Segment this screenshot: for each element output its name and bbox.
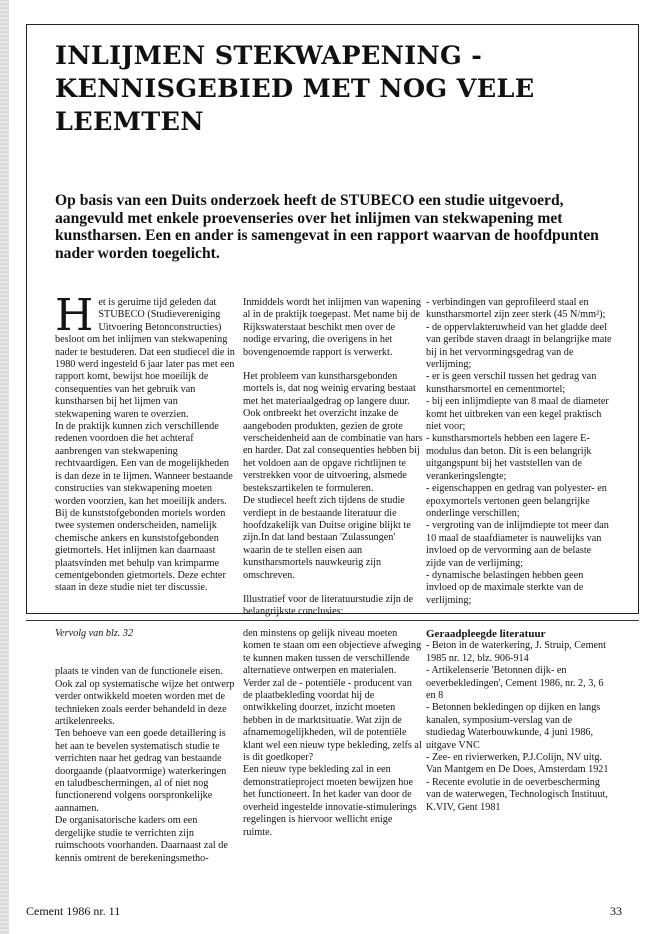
conclusion-item: - de oppervlakteruwheid van het gladde deel van geribde staven draagt in belangrijke mate bij in het vervormingsgedrag van de verlijming; <box>426 321 612 371</box>
literature-item: - Beton in de waterkering, J. Struip, Cement 1985 nr. 12, blz. 906-914 <box>426 640 606 664</box>
conclusion-item: - eigenschappen en gedrag van polyester- en epoxymortels vertonen geen belangrijke onderlinge verschillen; <box>426 483 607 519</box>
conclusion-item: - kunstharsmortels hebben een lagere E-modulus dan beton. Dit is een belangrijk uitgangspunt bij het vaststellen van de verankeringslengte; <box>426 433 592 482</box>
drop-cap: H <box>55 290 94 341</box>
literature-item: - Recente evolutie in de oeverbescherming van de waterwegen, Technologisch Instituut, K.VIV, Gent 1981 <box>426 776 608 813</box>
continued-from-label: Vervolg van blz. 32 <box>55 628 134 639</box>
conclusion-item: - dynamische belastingen hebben geen invloed op de maximale sterkte van de verlijming; <box>426 569 584 606</box>
conclusion-item: - er is geen verschil tussen het gedrag van kunstharsmortel en cementmortel; <box>426 371 597 395</box>
article-paragraph: Het probleem van kunstharsgebonden mortels is, dat nog weinig ervaring bestaat met het materiaalgedrag op langere duur. Ook ontbreekt het overzicht inzake de aangeboden produkten, gezien de grote verscheidenheid aan de combinatie van hars en harder. Dat zal consequenties hebben bij het voldoen aan de opgave richtlijnen te verstrekken voor de uitvoering, alsmede bestekszartikelen te formuleren. <box>243 371 423 494</box>
conclusion-item: - verbindingen van geprofileerd staal en kunstharsmortel zijn zeer sterk (45 N/mm²); <box>426 297 606 321</box>
conclusion-item: - vergroting van de inlijmdiepte tot meer dan 10 maal de staafdiameter is nauwelijks van invloed op de vervorming aan de belaste zijde van de verlijming; <box>426 520 609 569</box>
article-column-3 <box>426 297 612 607</box>
article-paragraph: Het is geruime tijd geleden dat STUBECO (Studievereniging Uitvoering Betonconstructies) besloot om het inlijmen van stekwapening nader te bestuderen. Dat een studiecel die in 1980 werd ingesteld 6 jaar later pas met een rapport komt, bewijst hoe moeilijk de consequenties van het gebruik van kunstharsen bij het lijmen van stekwapening waren te overzien. <box>55 290 235 420</box>
continued-column-2 <box>243 628 423 839</box>
continued-paragraph: Ten behoeve van een goede detaillering is het aan te bevelen systematisch studie te verrichten naar het gedrag van bestaande doorgaande (plaatvormige) waterkeringen en taludbeschermingen, al of niet nog functionerend volgens oorspronkelijke aannamen. <box>55 728 227 814</box>
article-paragraph: Inmiddels wordt het inlijmen van wapening al in de praktijk toegepast. Met name bij de Rijkswaterstaat beschikt men over de nodige ervaring, die overigens in het bovengenoemde rapport is verwerkt. <box>243 297 421 358</box>
continued-paragraph: plaats te vinden van de functionele eisen. Ook zal op systematische wijze het ontwerp verder ontwikkeld moeten worden met de technieken zoals eerder behandeld in deze artikelenreeks. <box>55 666 235 728</box>
article-title: INLIJMEN STEKWAPENING - KENNISGEBIED MET NOG VELE LEEMTEN <box>55 41 535 137</box>
article-paragraph: In de praktijk kunnen zich verschillende redenen voordoen die het achteraf aanbrengen van stekwapening rechtvaardigen. Een van de mogelijkheden is dan deze in te lijmen. Wanneer bestaande constructies van stekwapening moeten worden voorzien, kan het moeilijk anders. <box>55 421 233 507</box>
literature-item: - Zee- en rivierwerken, P.J.Colijn, NV uitg. Van Mantgem en De Does, Amsterdam 1921 <box>426 752 609 776</box>
section-divider <box>26 620 639 621</box>
page-number: 33 <box>610 904 622 918</box>
continued-paragraph: De organisatorische kaders om een dergelijke studie te verrichten zijn ruimschoots voorhanden. Daarnaast zal de kennis omtrent de berekeningsmetho- <box>55 815 228 864</box>
continued-paragraph: Een nieuw type bekleding zal in een demonstratieproject moeten bewijzen hoe het functioneert. In het kader van door de overheid ingestelde innovatie-stimulerings regelingen is hiervoor wellicht enige ruimte. <box>243 764 417 838</box>
article-column-1 <box>55 290 235 595</box>
continued-column-1 <box>55 628 235 865</box>
article-paragraph: Bij de kunststofgebonden mortels worden twee systemen onderscheiden, namelijk chemische ankers en kunststofgebonden gietmortels. Het inlijmen kan daarnaast plaatsvinden met behulp van krimparme cementgebonden gietmortels. Deze echter staan in deze studie niet ter discussie. <box>55 507 226 594</box>
article-column-2 <box>243 297 423 619</box>
conclusion-item: - bij een inlijmdiepte van 8 maal de diameter komt het uitbreken van een kegel praktisch niet voor; <box>426 396 609 433</box>
publication-footer: Cement 1986 nr. 11 <box>26 904 121 918</box>
literature-column <box>426 628 612 814</box>
continued-paragraph: Verder zal de - potentiële - producent van de plaatbekleding voordat hij de ontwikkeling doorzet, inzicht moeten hebben in de marktsituatie. Wat zijn de afnamemogelijkheden, wil de potentiële klant wel een nieuw type bekleding, zelfs al is dit goedkoper? <box>243 677 422 764</box>
literature-title: Geraadpleegde literatuur <box>426 628 546 640</box>
page-edge <box>0 0 9 934</box>
article-lead: Op basis van een Duits onderzoek heeft de STUBECO een studie uitgevoerd, aangevuld met enkele proevenseries over het inlijmen van stekwapening met kunstharsen. Een en ander is samengevat in een rapport waarvan de hoofdpunten nader worden toegelicht. <box>55 192 599 262</box>
continued-paragraph: den minstens op gelijk niveau moeten komen te staan om een objectieve afweging te kunnen maken tussen de verschillende alternatieve ontwerpen en materialen. <box>243 628 422 677</box>
literature-item: - Betonnen bekledingen op dijken en langs kanalen, symposium-verslag van de studiedag Waterbouwkunde, 4 juni 1986, uitgave VNC <box>426 702 601 751</box>
article-paragraph: Illustratief voor de literatuurstudie zijn de belangrijkste conclusies: <box>243 593 414 618</box>
article-paragraph: De studiecel heeft zich tijdens de studie verdiept in de bestaande literatuur die hoofdzakelijk van Duitse origine blijkt te zijn.In dat land bestaan 'Zulassungen' waarin de te stellen eisen aan kunstharsmortels nauwkeurig zijn omschreven. <box>243 495 411 581</box>
literature-item: - Artikelenserie 'Betonnen dijk- en oeverbekledingen', Cement 1986, nr. 2, 3, 6 en 8 <box>426 665 604 702</box>
